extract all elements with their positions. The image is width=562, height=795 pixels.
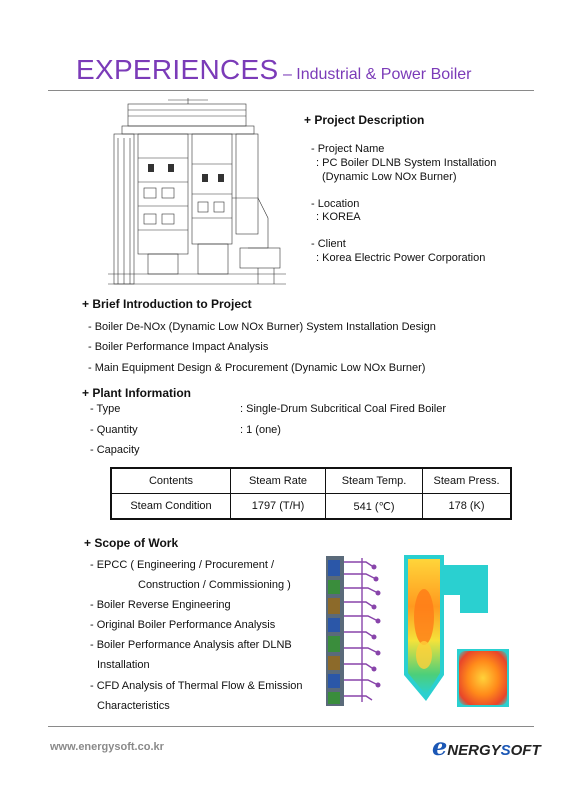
logo-e: e <box>432 732 448 761</box>
logo-text: OFT <box>510 742 541 759</box>
table-header-cell: Steam Press. <box>423 468 512 494</box>
table-cell: 1797 (T/H) <box>231 494 326 520</box>
table-cell: 178 (K) <box>423 494 512 520</box>
plant-info-value: : 1 (one) <box>240 424 281 436</box>
energysoft-logo <box>432 732 541 761</box>
plant-info-value: : Single-Drum Subcritical Coal Fired Boiler <box>240 403 447 415</box>
table-row <box>111 494 511 520</box>
scope-item: - Boiler Reverse Engineering <box>90 599 231 611</box>
burner-3d-model <box>322 552 390 712</box>
table-header-row <box>111 468 511 494</box>
project-description-heading: + Project Description <box>304 113 425 127</box>
title-divider <box>48 90 534 91</box>
plant-info-label: - Capacity <box>90 444 140 456</box>
plant-info-label: - Type <box>90 403 121 415</box>
brief-intro-heading: + Brief Introduction to Project <box>82 297 252 311</box>
cfd-cross-section <box>457 649 509 707</box>
logo-text: S <box>500 742 511 759</box>
footer-divider <box>48 726 534 727</box>
table-cell: 541 (℃) <box>326 494 423 520</box>
project-name-value-2: (Dynamic Low NOx Burner) <box>322 171 457 183</box>
scope-item-cont: Construction / Commissioning ) <box>138 579 291 591</box>
scope-item: - Original Boiler Performance Analysis <box>90 619 276 631</box>
footer-url: www.energysoft.co.kr <box>50 741 164 753</box>
page-title <box>76 54 471 86</box>
scope-item: - CFD Analysis of Thermal Flow & Emission <box>90 680 303 692</box>
scope-heading: + Scope of Work <box>84 536 179 550</box>
boiler-drawing <box>108 98 288 292</box>
table-cell: Steam Condition <box>111 494 231 520</box>
plant-info-heading: + Plant Information <box>82 386 192 400</box>
scope-item-cont: Installation <box>97 659 150 671</box>
location-label: - Location <box>311 198 360 210</box>
project-name-value: : PC Boiler DLNB System Installation <box>316 157 497 169</box>
brief-intro-item: - Boiler De-NOx (Dynamic Low NOx Burner) System Installation Design <box>88 321 436 333</box>
scope-item: - EPCC ( Engineering / Procurement / <box>90 559 275 571</box>
title-main: EXPERIENCES <box>76 54 279 85</box>
project-name-label: - Project Name <box>311 143 385 155</box>
client-value: : Korea Electric Power Corporation <box>316 252 486 264</box>
client-label: - Client <box>311 238 346 250</box>
capacity-table <box>110 467 512 520</box>
brief-intro-item: - Boiler Performance Impact Analysis <box>88 341 269 353</box>
title-sub: – Industrial & Power Boiler <box>282 66 472 83</box>
table-header-cell: Steam Rate <box>231 468 326 494</box>
table-header-cell: Contents <box>111 468 231 494</box>
brief-intro-item: - Main Equipment Design & Procurement (Dynamic Low NOx Burner) <box>88 362 426 374</box>
logo-text: NERGY <box>447 742 501 759</box>
scope-item: - Boiler Performance Analysis after DLNB <box>90 639 292 651</box>
scope-item-cont: Characteristics <box>97 700 170 712</box>
plant-info-label: - Quantity <box>90 424 138 436</box>
location-value: : KOREA <box>316 211 361 223</box>
table-header-cell: Steam Temp. <box>326 468 423 494</box>
